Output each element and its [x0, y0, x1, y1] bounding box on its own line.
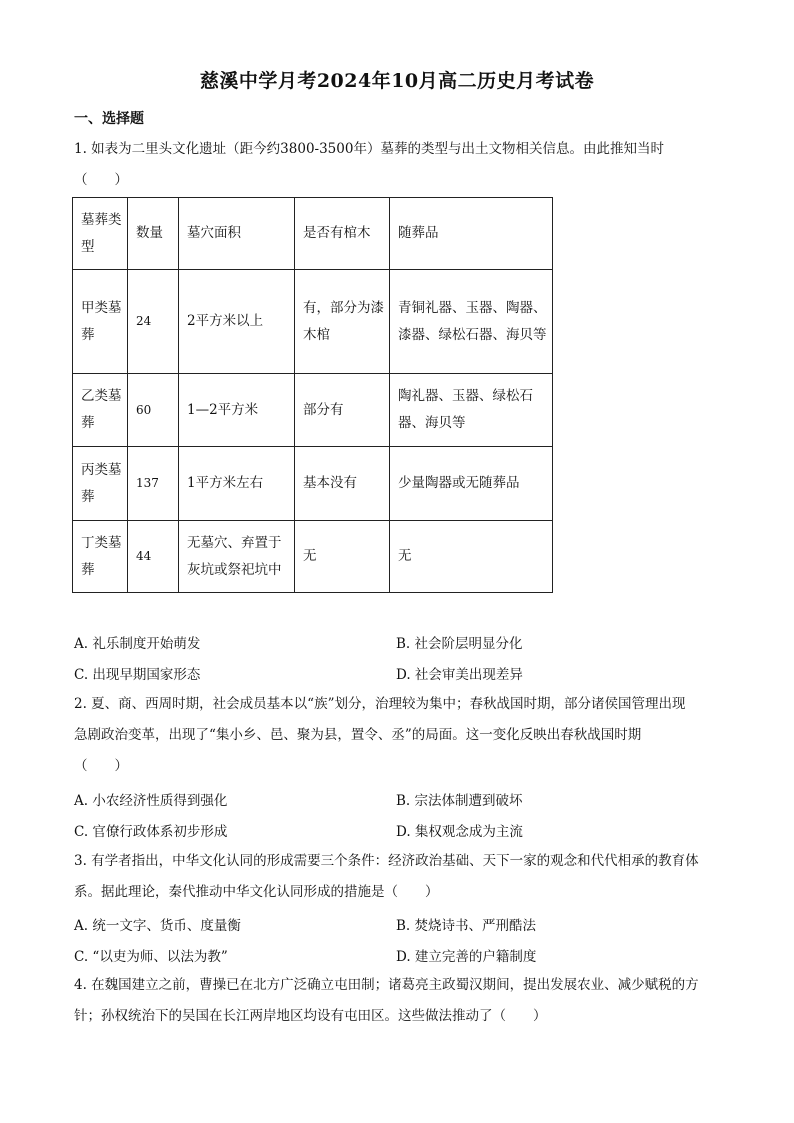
- question-2-line-1: 2. 夏、商、西周时期，社会成员基本以“族”划分，治理较为集中；春秋战国时期，部分诸侯国管理出现: [74, 696, 686, 712]
- question-3-line-2: 系。据此理论，秦代推动中华文化认同形成的措施是（ ）: [74, 884, 439, 900]
- question-2-line-2: 急剧政治变革，出现了“集小乡、邑、聚为县，置令、丞”的局面。这一变化反映出春秋战国时期: [74, 727, 642, 743]
- burial-table: [72, 197, 553, 593]
- table-cell: 部分有: [295, 374, 390, 447]
- question-3-stem: [74, 846, 722, 908]
- table-cell: 甲类墓葬: [73, 270, 128, 374]
- table-cell: 24: [128, 270, 179, 374]
- option-a[interactable]: A. 统一文字、货币、度量衡: [74, 918, 241, 934]
- table-row: [73, 374, 553, 447]
- option-c[interactable]: C. 官僚行政体系初步形成: [74, 824, 228, 840]
- option-c[interactable]: C. “以吏为师、以法为教”: [74, 949, 228, 965]
- table-cell: 137: [128, 447, 179, 521]
- table-cell: 陶礼器、玉器、绿松石器、海贝等: [390, 374, 553, 447]
- table-cell: 2平方米以上: [179, 270, 295, 374]
- question-4-line-1: 4. 在魏国建立之前，曹操已在北方广泛确立屯田制；诸葛亮主政蜀汉期间，提出发展农业、减少赋税的方: [74, 977, 699, 993]
- option-d[interactable]: D. 集权观念成为主流: [396, 824, 523, 840]
- question-1-line-2: （ ）: [74, 172, 128, 188]
- question-1-stem: [74, 134, 722, 196]
- page-title: 慈溪中学月考2024年10月高二历史月考试卷: [199, 70, 595, 92]
- table-header-row: [73, 198, 553, 270]
- table-cell: 青铜礼器、玉器、陶器、漆器、绿松石器、海贝等: [390, 270, 553, 374]
- option-d[interactable]: D. 社会审美出现差异: [396, 667, 523, 683]
- option-a[interactable]: A. 小农经济性质得到强化: [74, 793, 228, 809]
- table-cell: 无: [295, 521, 390, 593]
- option-b[interactable]: B. 社会阶层明显分化: [396, 636, 523, 652]
- option-b[interactable]: B. 焚烧诗书、严刑酷法: [396, 918, 537, 934]
- option-c[interactable]: C. 出现早期国家形态: [74, 667, 201, 683]
- table-row: [73, 447, 553, 521]
- table-cell: 无墓穴、弃置于灰坑或祭祀坑中: [179, 521, 295, 593]
- table-cell: 有，部分为漆木棺: [295, 270, 390, 374]
- table-cell: 60: [128, 374, 179, 447]
- question-2-line-3: （ ）: [74, 758, 128, 774]
- option-d[interactable]: D. 建立完善的户籍制度: [396, 949, 537, 965]
- table-header: 墓穴面积: [179, 198, 295, 270]
- question-1-line-1: 1. 如表为二里头文化遗址（距今约3800-3500年）墓葬的类型与出土文物相关信息。由此推知当时: [74, 141, 664, 157]
- table-header: 墓葬类型: [73, 198, 128, 270]
- table-cell: 1平方米左右: [179, 447, 295, 521]
- option-a[interactable]: A. 礼乐制度开始萌发: [74, 636, 201, 652]
- question-4-line-2: 针；孙权统治下的吴国在长江两岸地区均设有屯田区。这些做法推动了（ ）: [74, 1008, 547, 1024]
- question-2-stem: [74, 689, 722, 782]
- section-heading: 一、选择题: [74, 111, 144, 127]
- option-b[interactable]: B. 宗法体制遭到破坏: [396, 793, 523, 809]
- table-cell: 44: [128, 521, 179, 593]
- table-cell: 1—2平方米: [179, 374, 295, 447]
- table-header: 是否有棺木: [295, 198, 390, 270]
- table-cell: 丙类墓葬: [73, 447, 128, 521]
- table-cell: 基本没有: [295, 447, 390, 521]
- table-cell: 少量陶器或无随葬品: [390, 447, 553, 521]
- question-3-line-1: 3. 有学者指出，中华文化认同的形成需要三个条件：经济政治基础、天下一家的观念和代代相承的教育体: [74, 853, 699, 869]
- table-row: [73, 270, 553, 374]
- table-cell: 丁类墓葬: [73, 521, 128, 593]
- table-cell: 乙类墓葬: [73, 374, 128, 447]
- table-header: 随葬品: [390, 198, 553, 270]
- table-row: [73, 521, 553, 593]
- table-cell: 无: [390, 521, 553, 593]
- table-header: 数量: [128, 198, 179, 270]
- question-4-stem: [74, 970, 722, 1032]
